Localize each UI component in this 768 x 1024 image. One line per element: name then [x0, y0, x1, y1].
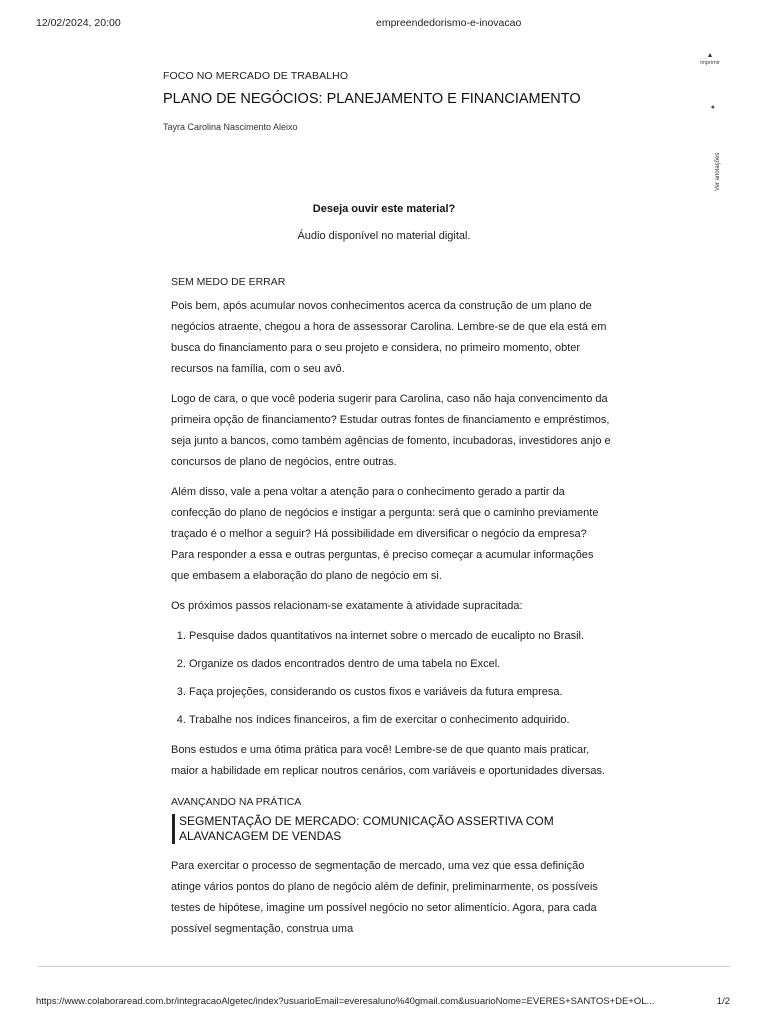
paragraph: Além disso, vale a pena voltar a atenção para o conhecimento gerado a partir da confecção do plano de negócios e instigar a pergunta: será que o caminho previamente traçado é o melhor a seguir? Há possibilidade em diversificar o negócio da empresa? Para responder a essa e outras perguntas, é preciso começar a acumular informações que embasem a elaboração do plano de negócio em si.	[171, 486, 599, 582]
print-header	[0, 17, 768, 31]
print-page-title: empreendedorismo-e-inovacao	[376, 17, 522, 29]
page-title: PLANO DE NEGÓCIOS: PLANEJAMENTO E FINANCIAMENTO	[163, 91, 581, 107]
page-number: 1/2	[716, 996, 730, 1007]
section-kicker: FOCO NO MERCADO DE TRABALHO	[163, 70, 349, 82]
paragraph: Pois bem, após acumular novos conhecimentos acerca da construção de um plano de negócios atraente, chegou a hora de assessorar Carolina. Lembre-se de que ela está em busca do financiamento para o seu projeto e considera, no primeiro momento, obter recursos na família, com o seu avô.	[171, 300, 607, 375]
audio-note: Áudio disponível no material digital.	[297, 230, 471, 242]
menu-dot-icon[interactable]: ●	[710, 104, 715, 111]
print-caret-icon: ▲	[706, 52, 714, 59]
list-item: 3. Faça projeções, considerando os custos fixos e variáveis da futura empresa.	[189, 682, 611, 703]
steps-list	[171, 626, 611, 731]
list-item: 2. Organize os dados encontrados dentro de uma tabela no Excel.	[189, 654, 611, 675]
divider	[38, 966, 730, 967]
print-label: imprimir	[700, 60, 720, 66]
author-name: Tayra Carolina Nascimento Aleixo	[163, 122, 298, 132]
list-item: 4. Trabalhe nos índices financeiros, a fim de exercitar o conhecimento adquirido.	[189, 710, 611, 731]
list-item: 1. Pesquise dados quantitativos na internet sobre o mercado de eucalipto no Brasil.	[189, 626, 611, 647]
closing-paragraph: Bons estudos e uma ótima prática para você! Lembre-se de que quanto mais praticar, maior a habilidade em replicar noutros cenários, com variáveis e oportunidades diversas.	[171, 744, 606, 777]
section-label: SEM MEDO DE ERRAR	[171, 276, 286, 288]
main-content	[171, 274, 611, 940]
audio-question: Deseja ouvir este material?	[312, 203, 456, 215]
section-label-2: AVANÇANDO NA PRÁTICA	[171, 796, 302, 808]
view-notes-button[interactable]	[689, 152, 749, 191]
page-url: https://www.colaboraread.com.br/integracaoAlgetec/index?usuarioEmail=everesaluno%40gmail.com&usuarioNome=EVERES+SANTOS+DE+OL...	[36, 996, 655, 1007]
print-footer	[0, 996, 768, 1010]
right-toolbar	[690, 52, 730, 192]
paragraph: Os próximos passos relacionam-se exatamente à atividade supracitada:	[171, 600, 523, 612]
section-heading: SEGMENTAÇÃO DE MERCADO: COMUNICAÇÃO ASSERTIVA COM ALAVANCAGEM DE VENDAS	[172, 814, 611, 844]
print-date: 12/02/2024, 20:00	[36, 17, 121, 29]
view-notes-label: Ver anotações	[715, 152, 721, 191]
paragraph: Para exercitar o processo de segmentação de mercado, uma vez que essa definição atinge vários pontos do plano de negócio além de definir, preliminarmente, os possíveis testes de hipótese, imagine um possível negócio no setor alimentício. Agora, para cada possível segmentação, construa uma	[171, 860, 598, 935]
print-button[interactable]	[690, 52, 730, 66]
paragraph: Logo de cara, o que você poderia sugerir para Carolina, caso não haja convencimento da primeira opção de financiamento? Estudar outras fontes de financiamento e empréstimos, seja junto a bancos, como também agências de fomento, incubadoras, investidores anjo e concursos de plano de negócios, entre outras.	[171, 393, 611, 468]
